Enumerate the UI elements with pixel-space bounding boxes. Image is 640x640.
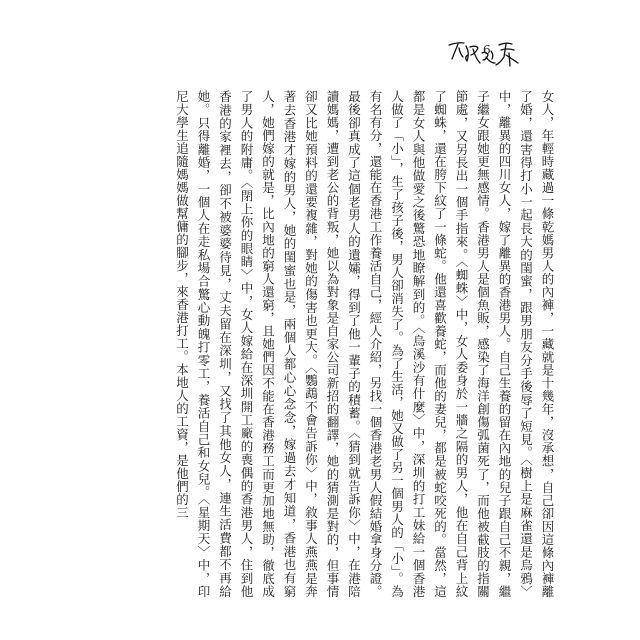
- body-text-column: [158, 90, 558, 598]
- body-paragraph: 女人，年輕時藏過一條乾媽男人的內褲，一藏就是十幾年，沒承想，自己卻因這條內褲離了婚，還害得打小一起長大的閨蜜，跟男朋友分手後辱了短見。〈樹上是麻雀還是烏鴉〉中，離異的四川女人，嫁了離異的香港男人。自己生養的留在內地的兒子跟自己不親，繼子繼女跟她更無感情。香港男人是個魚販，感染了海洋創傷弧菌死了，而他被截肢的指關節處，又另長出一個手指來。〈蜘蛛〉中，女人委身於一牆之隔的男人，他在自己背上紋了蜘蛛，還在胯下紋了一條蛇。他還喜歡養蛇，而他的妻兒，都是被蛇咬死的。當然，這都是女人與他做愛之後驚恐地瞭解到的。〈烏溪沙有什麼〉中，深圳的打工妹給一個香港人做了「小」，生了孩子後，男人卻消失了。為了生活，她又做了另一個男人的「小」。為有名有分，還能在香港工作養活自己，經人介紹，另找一個香港老男人假結婚拿身分證。最後卻真成了這個老男人的遺孀，得到了他一輩子的積蓄。〈猜到就告訴你〉中，在港陪讀媽媽，遭到老公的背叛，她以為對象是自家公司新招的翻譯，她的猜測是對的，但事情卻又比她預料的還要複雜，對她的傷害也更大。〈鸚鵡不會告訴你〉中，敘事人燕燕是奔著去香港才嫁的男人，她的閨蜜也是，兩個人都心心念念，嫁過去才知道，香港也有窮人，她們嫁的就是，比內地的窮人還窮，且她們因不能在香港務工而更加地無助，徹底成了男人的附庸。〈閉上你的眼睛〉中，女人嫁給在深圳開工廠的喪偶的香港男人，住到他香港的家裡去，卻不被婆婆待見，丈夫留在深圳，又找了其他女人，連生活費都不再給她。只得離婚，一個人在走私場合驚心動魄打零工，養活自己和女兒。〈星期天〉中，印尼大學生追隨媽媽做幫傭的腳步，來香港打工。本地人的工資，是他們的三: [174, 90, 555, 598]
- running-head-title-text: [526, 33, 527, 34]
- page-number: 6: [483, 43, 491, 57]
